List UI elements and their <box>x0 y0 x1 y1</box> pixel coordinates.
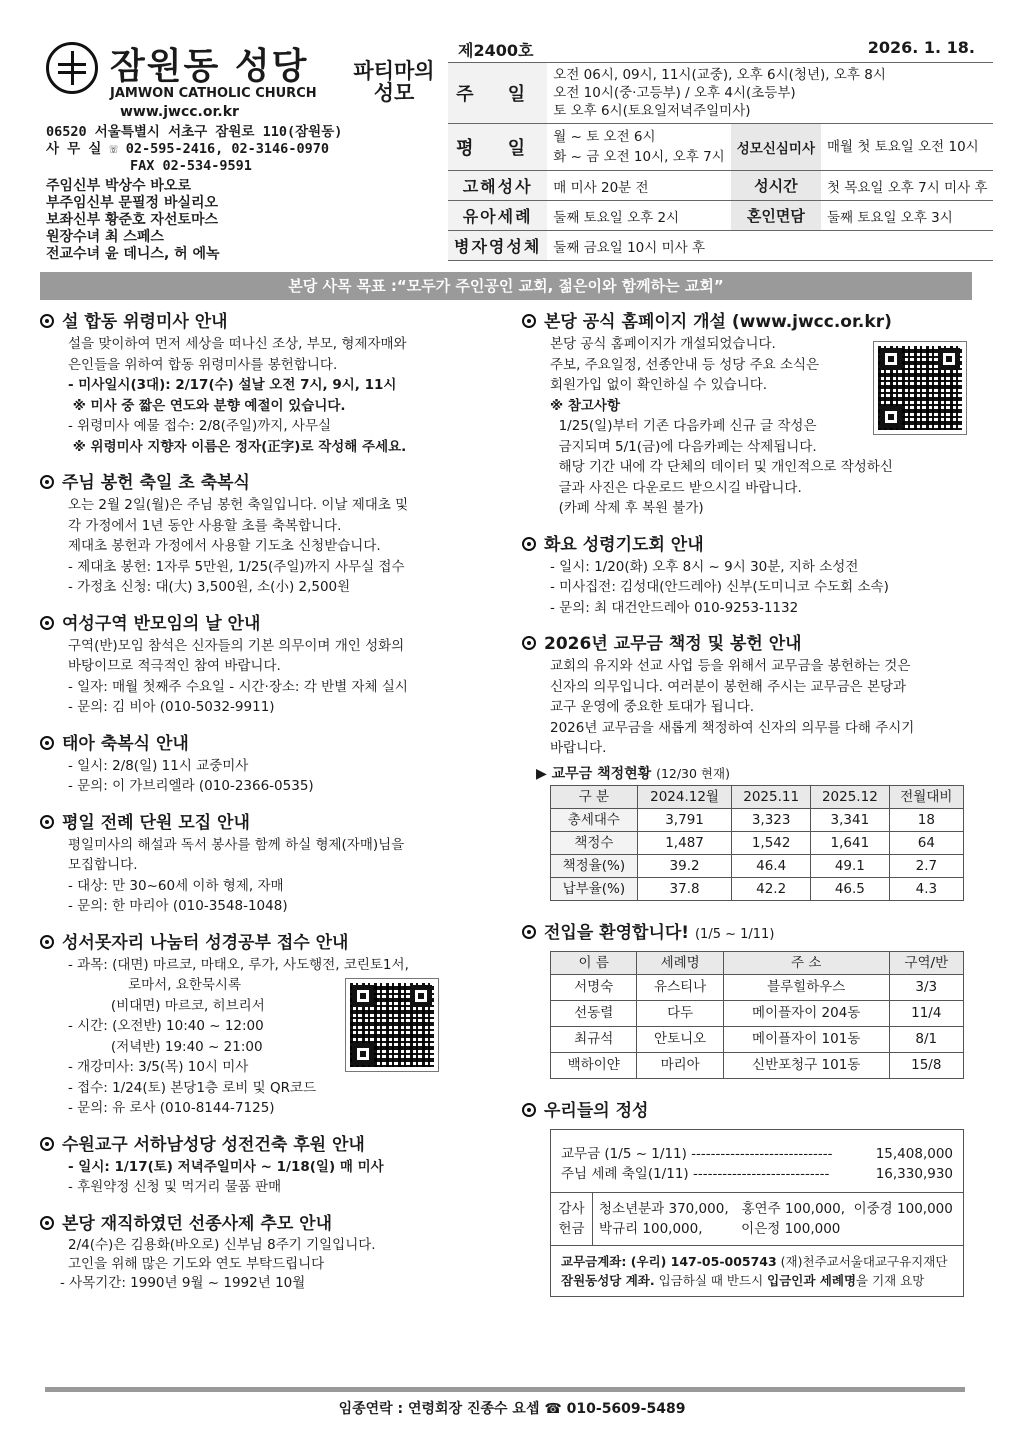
notice-womens-group: 여성구역 반모임의 날 안내 구역(반)모임 참석은 신자들의 기본 의무이며 개인 성화의 바탕이므로 적극적인 참여 바랍니다. - 일자: 매월 첫째주 수요일 - 시간·장소: 각 반별 자체 실시 - 문의: 김 비아 (010-5032-9911) <box>40 612 500 718</box>
notice-homepage: 본당 공식 홈페이지 개설 (www.jwcc.or.kr) 본당 공식 홈페이지가 개설되었습니다. 주보, 주요일정, 선종안내 등 성당 주요 소식은 회원가입 없이 확인하실 수 있습니다. ※ 참고사항 1/25(일)부터 기존 다음카페 신규 글 작성은 금지되며 5/1(금)에 다음카페는 삭제됩니다. 해당 기간 내에 각 단체의 데이터 및 개인적으로 작성하신 글과 사진은 다운로드 받으시길 바랍니다. (카페 삭제 후 복원 불가) <box>522 310 972 519</box>
qr-code-icon[interactable] <box>346 979 438 1071</box>
phone-line: 사 무 실 ☏ 02-595-2416, 02-3146-0970 <box>46 141 329 157</box>
bullet-icon <box>40 616 54 630</box>
bullet-icon <box>40 815 54 829</box>
marriage-label: 혼인면담 <box>731 201 821 231</box>
right-column <box>522 310 972 1311</box>
holy-hour-label: 성시간 <box>731 171 821 201</box>
table-row: 서명숙 유스티나 블루힐하우스 3/3 <box>551 974 964 1000</box>
issue-date: 2026. 1. 18. <box>867 38 975 57</box>
staff-item: 부주임신부 문필정 바실리오 <box>46 195 219 211</box>
bullet-icon <box>40 736 54 750</box>
notice-title: 우리들의 정성 <box>544 1100 649 1121</box>
dues-caption: ▶ 교무금 책정현황 (12/30 현재) <box>536 765 730 782</box>
church-name-korean: 잠원동 성당 <box>110 46 309 87</box>
confession-label: 고해성사 <box>448 171 547 201</box>
notice-offering <box>522 1099 972 1297</box>
issue-number: 제2400호 <box>458 41 534 60</box>
bullet-icon <box>40 1137 54 1151</box>
offering-line: 교무금 (1/5 ~ 1/11) ----------------------------- 15,408,000 <box>561 1145 953 1162</box>
bullet-icon <box>40 1216 54 1230</box>
table-row: 최규석 안토니오 메이플자이 101동 8/1 <box>551 1026 964 1052</box>
holy-hour-value: 첫 목요일 오후 7시 미사 후 <box>821 171 993 201</box>
notice-memorial-mass: 설 합동 위령미사 안내 설을 맞이하여 먼저 세상을 떠나신 조상, 부모, 형제자매와 은인들을 위하여 합동 위령미사를 봉헌합니다. - 미사일시(3대): 2/17(수) 설날 오전 7시, 9시, 11시 ※ 미사 중 짧은 연도와 분향 예절이 있습니다. - 위령미사 예물 접수: 2/8(주일)까지, 사무실 ※ 위령미사 지향자 이름은 정자(正字)로 작성해 주세요. <box>40 310 500 457</box>
staff-item: 보좌신부 황준호 자선토마스 <box>46 212 219 228</box>
bullet-icon <box>522 537 536 551</box>
notice-title: 전입을 환영합니다! <box>544 922 690 943</box>
table-row: 납부율(%) 37.8 42.2 46.5 4.3 <box>551 877 964 900</box>
cross-logo-icon <box>46 42 98 94</box>
offering-box <box>550 1129 964 1297</box>
newcomers-table: 이 름 세례명 주 소 구역/반 서명숙 유스티나 블루힐하우스 3/3 선동렬 다두 메이플자이 204동 11/4 최규석 안토니오 메이플자이 101동 8/1 백하이얀 마리아 신반포청구 101동 15/8 <box>550 951 964 1079</box>
bullet-icon <box>40 314 54 328</box>
church-logo <box>46 38 386 118</box>
sacred-heart-value: 매월 첫 토요일 오전 10시 <box>821 124 993 171</box>
notice-welcome: 전입을 환영합니다! (1/5 ~ 1/11) 이 름 세례명 주 소 구역/반 서명숙 유스티나 블루힐하우스 3/3 선동렬 다두 메이플자이 204동 11/4 최규석 안토니오 메이플자이 101동 8/1 백하이얀 마리아 신반포청구 101동 15/8 <box>522 921 972 1079</box>
notice-title: 설 합동 위령미사 안내 <box>62 312 228 332</box>
left-column <box>40 310 500 1307</box>
staff-list <box>46 178 220 263</box>
table-row: 책정수 1,487 1,542 1,641 64 <box>551 831 964 854</box>
notice-priest-memorial: 본당 재직하였던 선종사제 추모 안내 2/4(수)은 김용화(바오로) 신부님 8주기 기일입니다. 고인을 위해 많은 기도와 연도 부탁드립니다 - 사목기간: 1990년 9월 ~ 1992년 10월 <box>40 1212 500 1293</box>
bullet-icon <box>40 475 54 489</box>
notice-title: 2026년 교무금 책정 및 봉헌 안내 <box>544 634 802 654</box>
marriage-value: 둘째 토요일 오후 3시 <box>821 201 993 231</box>
notice-title: 본당 재직하였던 선종사제 추모 안내 <box>62 1213 333 1234</box>
notice-title: 성서못자리 나눔터 성경공부 접수 안내 <box>62 932 349 953</box>
table-row: 선동렬 다두 메이플자이 204동 11/4 <box>551 1000 964 1026</box>
bullet-icon <box>522 314 536 328</box>
notice-title: 태아 축복식 안내 <box>62 733 189 754</box>
table-row: 책정율(%) 39.2 46.4 49.1 2.7 <box>551 854 964 877</box>
notice-unborn-blessing: 태아 축복식 안내 - 일시: 2/8(일) 11시 교중미사 - 문의: 이 가브리엘라 (010-2366-0535) <box>40 732 500 797</box>
staff-item: 원장수녀 최 스페스 <box>46 229 164 245</box>
notice-title: 화요 성령기도회 안내 <box>544 534 704 555</box>
fatima-title: 파티마의 성모 <box>353 59 435 105</box>
bullet-icon <box>522 925 536 939</box>
notice-prayer-meeting: 화요 성령기도회 안내 - 일시: 1/20(화) 오후 8시 ~ 9시 30분, 지하 소성전 - 미사집전: 김성대(안드레아) 신부(도미니코 수도회 소속) - 문의: 최 대건안드레아 010-9253-1132 <box>522 533 972 619</box>
weekday-label: 평 일 <box>448 124 547 171</box>
thanks-offering: 감사 헌금 청소년분과 370,000, 홍연주 100,000, 이중경 100,000 박규리 100,000, 이은정 100,000 <box>551 1193 963 1246</box>
notice-title: 여성구역 반모임의 날 안내 <box>62 613 261 634</box>
sick-communion-value: 둘째 금요일 10시 미사 후 <box>547 231 993 261</box>
staff-item: 전교수녀 윤 데니스, 허 에녹 <box>46 246 220 262</box>
sunday-times: 오전 06시, 09시, 11시(교중), 오후 6시(청년), 오후 8시 오전 10시(중·고등부) / 오후 4시(초등부) 토 오후 6시(토요일저녁주일미사) <box>547 63 993 124</box>
infant-baptism-label: 유아세례 <box>448 201 547 231</box>
dues-table: 구 분 2024.12월 2025.11 2025.12 전월대비 총세대수 3,791 3,323 3,341 18 책정수 1,487 1,542 1,641 64 책정율(%) 39.2 46.4 49.1 2.7 납부율(%) 37.8 42.2 46.5 4.3 <box>550 785 964 901</box>
notice-candle-blessing: 주님 봉헌 축일 초 축복식 오는 2월 2일(월)은 주님 봉헌 축일입니다. 이날 제대초 및 각 가정에서 1년 동안 사용할 초를 축복합니다. 제대초 봉헌과 가정에서 사용할 기도초 신청받습니다. - 제대초 봉헌: 1자루 5만원, 1/25(주일)까지 사무실 접수 - 가정초 신청: 대(大) 3,500원, 소(小) 2,500원 <box>40 471 500 598</box>
bulletin-header <box>40 30 988 270</box>
bullet-icon <box>522 1103 536 1117</box>
table-row: 총세대수 3,791 3,323 3,341 18 <box>551 808 964 831</box>
bullet-icon <box>40 935 54 949</box>
church-address <box>46 124 342 175</box>
notice-church-dues: 2026년 교무금 책정 및 봉헌 안내 교회의 유지와 선교 사업 등을 위해서 교무금을 봉헌하는 것은 신자의 의무입니다. 여러분이 봉헌해 주시는 교무금은 본당과 교구 운영에 중요한 토대가 됩니다. 2026년 교무금을 새롭게 책정하여 신자의 의무를 다해 주시기 바랍니다. ▶ 교무금 책정현황 (12/30 현재) 구 분 2024.12월 2025.11 2025.12 전월대비 총세대수 3,791 3,323 3,341 18 책정수 1,487 1,542 1,641 64 책정율(%) 39.2 46.4 49.1 2.7 납부율(%) 37.8 42.2 46.5 4.3 <box>522 632 972 901</box>
offering-line: 주님 세례 축일(1/11) ---------------------------- 16,330,930 <box>561 1165 953 1182</box>
fax-line: FAX 02-534-9591 <box>130 158 252 174</box>
notice-title: 수원교구 서하남성당 성전건축 후원 안내 <box>62 1134 365 1155</box>
church-url[interactable]: www.jwcc.or.kr <box>120 104 239 120</box>
sunday-label: 주 일 <box>448 63 547 124</box>
notice-title: 주님 봉헌 축일 초 축복식 <box>62 473 250 493</box>
funeral-contact: 임종연락 : 연령회장 진종수 요셉 ☎ 010-5609-5489 <box>338 1401 686 1417</box>
mass-schedule-table <box>448 62 993 261</box>
table-row: 백하이얀 마리아 신반포청구 101동 15/8 <box>551 1052 964 1078</box>
homepage-qr-code-icon[interactable] <box>874 342 966 434</box>
weekday-times: 월 ~ 토 오전 6시 화 ~ 금 오전 10시, 오후 7시 <box>547 124 730 171</box>
pastoral-goal-banner: 본당 사목 목표 :“모두가 주인공인 교회, 젊은이와 함께하는 교회” <box>40 272 972 300</box>
notice-title: 본당 공식 홈페이지 개설 (www.jwcc.or.kr) <box>544 312 892 332</box>
notice-liturgy-recruit: 평일 전례 단원 모집 안내 평일미사의 해설과 독서 봉사를 함께 하실 형제(자매)님을 모집합니다. - 대상: 만 30~60세 이하 형제, 자매 - 문의: 한 마리아 (010-3548-1048) <box>40 811 500 917</box>
notice-bible-study: 성서못자리 나눔터 성경공부 접수 안내 - 과목: (대면) 마르코, 마태오, 루가, 사도행전, 코린토1서, 로마서, 요한묵시록 (비대면) 마르코, 히브리서 - 시간: (오전반) 10:40 ~ 12:00 (저녁반) 19:40 ~ 21:00 - 개강미사: 3/5(목) 10시 미사 - 접수: 1/24(토) 본당1층 로비 및 QR코드 - 문의: 유 로사 (010-8144-7125) <box>40 931 500 1119</box>
staff-item: 주임신부 박상수 바오로 <box>46 178 191 194</box>
sick-communion-label: 병자영성체 <box>448 231 547 261</box>
infant-baptism-value: 둘째 토요일 오후 2시 <box>547 201 730 231</box>
account-info: 교무금계좌: (우리) 147-05-005743 (재)천주교서울대교구유지재단 잠원동성당 계좌. 입금하실 때 반드시 입금인과 세례명을 기재 요망 <box>561 1253 948 1288</box>
confession-value: 매 미사 20분 전 <box>547 171 730 201</box>
footer-divider <box>45 1387 965 1392</box>
church-name-english: JAMWON CATHOLIC CHURCH <box>110 86 317 101</box>
notice-building-support: 수원교구 서하남성당 성전건축 후원 안내 - 일시: 1/17(토) 저녁주일미사 ~ 1/18(일) 매 미사 - 후원약정 신청 및 먹거리 물품 판매 <box>40 1133 500 1198</box>
address-line: 06520 서울특별시 서초구 잠원로 110(잠원동) <box>46 124 343 140</box>
bullet-icon <box>522 636 536 650</box>
sacred-heart-label: 성모신심미사 <box>731 124 821 171</box>
notice-title: 평일 전례 단원 모집 안내 <box>62 812 250 833</box>
